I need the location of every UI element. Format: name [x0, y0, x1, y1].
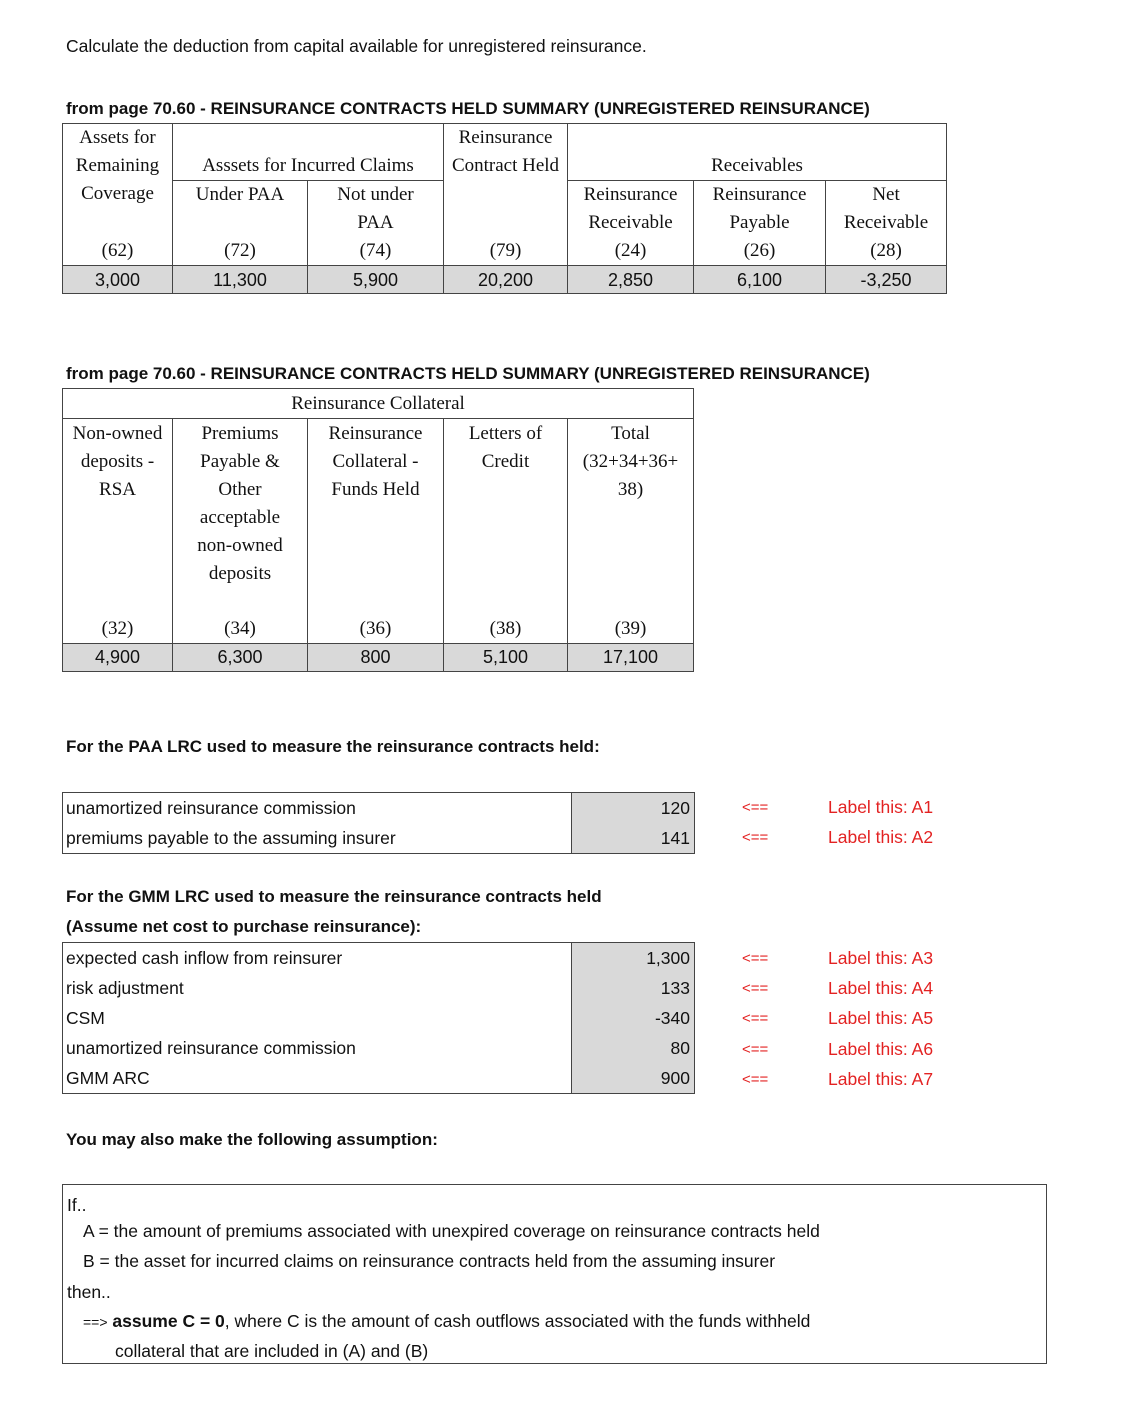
value-cell: 3,000: [63, 266, 173, 294]
reinsurance-collateral-table: [62, 388, 694, 672]
header-aic-group: Asssets for Incurred Claims: [173, 124, 444, 181]
header-net-receivable: Net Receivable: [826, 181, 947, 238]
value-cell: 2,850: [568, 266, 694, 294]
value-cell: -3,250: [826, 266, 947, 294]
pointer-arrow: <==: [742, 799, 769, 816]
pointer-arrow: <==: [742, 950, 769, 967]
assumption-title: You may also make the following assumption:: [66, 1130, 438, 1149]
code-cell: (74): [308, 237, 444, 266]
value-cell: 17,100: [568, 643, 694, 671]
row-label: unamortized reinsurance commission: [66, 797, 356, 818]
label-tag-a2: Label this: A2: [828, 827, 934, 847]
pointer-arrow: <==: [742, 1071, 769, 1088]
header-reins-receivable: Reinsurance Receivable: [568, 181, 694, 238]
conclusion-rest: , where C is the amount of cash outflows associated with the funds withheld: [224, 1311, 811, 1331]
pointer-arrow: <==: [742, 1041, 769, 1058]
row-value: 80: [571, 1033, 694, 1063]
paa-inputs-box: [62, 792, 695, 854]
conclusion-arrow: ==>: [83, 1314, 108, 1330]
definition-a: A = the amount of premiums associated with unexpired coverage on reinsurance contracts held: [83, 1221, 820, 1241]
header-letters-of-credit: Letters of Credit: [444, 419, 568, 615]
code-cell: (34): [173, 615, 308, 644]
label-tag-a3: Label this: A3: [828, 948, 934, 968]
gmm-row: [63, 943, 694, 973]
pointer-arrow: <==: [742, 980, 769, 997]
row-value: 1,300: [571, 943, 694, 973]
value-cell: 800: [308, 643, 444, 671]
table1-title: from page 70.60 - REINSURANCE CONTRACTS HELD SUMMARY (UNREGISTERED REINSURANCE): [66, 99, 870, 118]
definition-b: B = the asset for incurred claims on reinsurance contracts held from the assuming insurer: [83, 1251, 776, 1271]
conclusion-continuation: collateral that are included in (A) and (B): [115, 1341, 429, 1361]
row-value: 120: [571, 793, 694, 823]
value-cell: 6,100: [694, 266, 826, 294]
value-cell: 6,300: [173, 643, 308, 671]
conclusion-line: [83, 1311, 810, 1332]
label-tag-a5: Label this: A5: [828, 1008, 934, 1028]
row-label: CSM: [66, 1007, 105, 1028]
header-total: Total (32+34+36+ 38): [568, 419, 694, 615]
code-cell: (62): [63, 237, 173, 266]
reinsurance-summary-table: [62, 123, 947, 294]
gmm-row: [63, 973, 694, 1003]
row-label: risk adjustment: [66, 977, 184, 998]
header-receivables-group: Receivables: [568, 124, 947, 181]
pointer-arrow: <==: [742, 1010, 769, 1027]
gmm-title-line1: For the GMM LRC used to measure the reinsurance contracts held: [66, 887, 602, 906]
row-value: 900: [571, 1063, 694, 1093]
row-value: -340: [571, 1003, 694, 1033]
paa-row: [63, 823, 694, 853]
paa-title: For the PAA LRC used to measure the reinsurance contracts held:: [66, 737, 600, 756]
label-tag-a4: Label this: A4: [828, 978, 934, 998]
label-tag-a7: Label this: A7: [828, 1069, 934, 1089]
header-premiums-payable: Premiums Payable & Other acceptable non-owned deposits: [173, 419, 308, 615]
value-cell: 11,300: [173, 266, 308, 294]
pointer-arrow: <==: [742, 829, 769, 846]
row-label: premiums payable to the assuming insurer: [66, 827, 396, 848]
row-value: 141: [571, 823, 694, 853]
gmm-inputs-box: [62, 942, 695, 1094]
gmm-row: [63, 1063, 694, 1093]
code-cell: (72): [173, 237, 308, 266]
row-label: expected cash inflow from reinsurer: [66, 947, 343, 968]
paa-row: [63, 793, 694, 823]
code-cell: (39): [568, 615, 694, 644]
code-cell: (38): [444, 615, 568, 644]
header-reinsurance-collateral: Reinsurance Collateral: [63, 389, 694, 419]
code-cell: (32): [63, 615, 173, 644]
value-cell: 20,200: [444, 266, 568, 294]
header-reins-payable: Reinsurance Payable: [694, 181, 826, 238]
row-label: unamortized reinsurance commission: [66, 1037, 356, 1058]
code-cell: (24): [568, 237, 694, 266]
value-cell: 4,900: [63, 643, 173, 671]
code-cell: (79): [444, 237, 568, 266]
code-cell: (36): [308, 615, 444, 644]
row-value: 133: [571, 973, 694, 1003]
gmm-title-line2: (Assume net cost to purchase reinsurance):: [66, 917, 422, 936]
table2-title: from page 70.60 - REINSURANCE CONTRACTS HELD SUMMARY (UNREGISTERED REINSURANCE): [66, 364, 870, 383]
assumption-box: [62, 1184, 1047, 1364]
value-cell: 5,900: [308, 266, 444, 294]
label-tag-a1: Label this: A1: [828, 797, 934, 817]
header-rch: Reinsurance Contract Held: [444, 124, 568, 238]
header-aic-not-under-paa: Not under PAA: [308, 181, 444, 238]
if-text: If..: [67, 1195, 87, 1215]
label-tag-a6: Label this: A6: [828, 1039, 934, 1059]
header-arc: Assets for Remaining Coverage: [63, 124, 173, 238]
conclusion-bold: assume C = 0: [112, 1311, 225, 1331]
header-aic-under-paa: Under PAA: [173, 181, 308, 238]
gmm-row: [63, 1033, 694, 1063]
code-cell: (26): [694, 237, 826, 266]
gmm-row: [63, 1003, 694, 1033]
header-funds-held: Reinsurance Collateral - Funds Held: [308, 419, 444, 615]
intro-instruction: Calculate the deduction from capital available for unregistered reinsurance.: [66, 36, 647, 56]
then-text: then..: [67, 1282, 111, 1302]
header-non-owned-deposits: Non-owned deposits - RSA: [63, 419, 173, 615]
row-label: GMM ARC: [66, 1067, 150, 1088]
value-cell: 5,100: [444, 643, 568, 671]
code-cell: (28): [826, 237, 947, 266]
